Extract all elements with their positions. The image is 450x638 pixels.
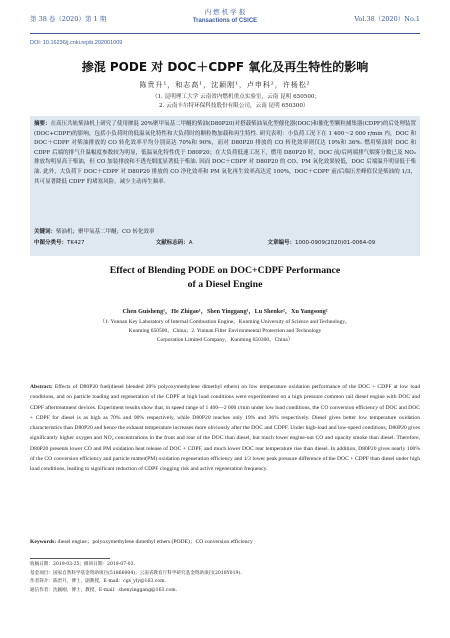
cn-authors: 陈贵升¹，和志高¹，沈颖刚¹，卢申科²，许杨松² [139,81,311,89]
cn-affiliation-2: 2. 云南丰尔特环保科技股份有限公司，云南 昆明 650300） [159,103,309,109]
en-keywords-label: Keywords: [30,539,57,545]
doi: DOI: 10.16236/j.cnki.nrjxb.202001009 [30,40,123,46]
en-keywords-text: diesel engine；polyoxymethylene dimethyl ethers (PODE)；CO conversion efficiency [57,539,253,545]
header-journal-en: Transactions of CSICE [192,18,258,24]
cn-abstract [34,120,416,187]
code-label: 文献标志码： [155,240,189,246]
footnote-corresponding: 通信作者：沈颖刚，博士，教授，E-mail：shenyinggang@163.com. [30,587,178,593]
footnotes [30,561,420,595]
header-rule [30,33,420,34]
cn-classification [34,238,416,246]
footnote-funding: 基金项目：国家自然科学基金资助项目(51866004)；云南省教育厅科学研究基金资助项目(2018Y019). [30,570,242,576]
cn-keywords [34,227,416,235]
header-journal-cn: 内 燃 机 学 报 [204,8,246,16]
header-volume-en: Vol.38（2020）No.1 [354,15,420,23]
en-affiliation-2: Kunming 650500，China；2. Yunnan Filter Environmental Protection and Technology [128,328,322,334]
footnote-rule [30,558,110,559]
en-affiliations [40,318,410,345]
en-affiliation-3: Corporation Limited Company，Kunming 650300，China） [156,337,294,343]
footnote-author: 作者简介：陈贵升，博士，副教授，E-mail：cgs_yly@163.com. [30,579,166,584]
cn-abstract-text: 在高压共轨柴油机上研究了使用掺混 20%聚甲氧基二甲醚的柴油(D80P20)对搭载柴油氧化型催化器(DOC)和催化型颗粒捕集器(CDPF)的后处理装置(DOC+CDPF)的影响，包括小负荷时的低温氧化特性和大负荷时的颗粒物加载和再生特性. 研究表明：小负荷工况下在 1 400～2 000 r/min 内，DOC 和 DOC＋CDPF 对柴油排放的 CO 转化效率平均分别高达 70%和 90%，而对 D80P20 排放的 CO 转化效率则仅达 19%和 36%. 燃用柴油时 DOC 和 CDPF 后端的排气升温幅度参数较为明显，低温氧化特性优于 D80P20；在大负荷低速工况下，燃用 D80P20 时，DOC 前/后两端排气烟雾分数已及 NO₂ 排放均明显高于柴油，但 CO 加装排放和不透光烟度显著低于柴油. 因而 DOC＋CDPF 对 D80P20 的 CO、PM 氧化效果较低，DOC 后端温升明显低于柴油. 此外，大负荷下 DOC＋CDPF 对 D80P20 排放的 CO 净化效率和 PM 氧化再生效率高达近 100%，DOC＋CDPF 前/后端压差峰值仅是柴油的 1/3，其可显著降低 CDPF 的堵塞风险，减少主动再生频率. [34,121,416,185]
cls-label: 中图分类号： [34,240,68,246]
en-affiliation-1: （1. Yunnan Key Laboratory of Internal Combustion Engine，Kunming University of Science and Technology， [99,319,351,325]
cls-value: TK427 [67,240,85,246]
en-title-line-1: Effect of Blending PODE on DOC+CDPF Performance [109,265,341,276]
en-keywords [30,537,420,545]
article-no-value: 1000-0909(2020)01-0064-09 [295,240,376,246]
en-abstract-text: Effects of D80P20 fuel(diesel blended 20% polyoxymethylene dimethyl ethers) on low temperature oxidation performance of the DOC + CDPF at low load conditions, and on particle loading and regeneration of the CDPF at high load conditions were experimented on a high pressure common rail diesel engine with DOC and CDPF aftertreatment devices. Experiment results show that, in speed range of 1 400—2 000 r/min under low load conditions, the CO conversion efficiency of DOC and DOC + CDPF for diesel is as high as 70% and 90% respectively, while D80P20 reaches only 19% and 36% respectively. Diesel gives better low temperature oxidation characteristics than D80P20 and hence the exhaust temperature increases more obviously after the DOC and CDPF. Under high-load and low-speed conditions, D80P20 gives significantly higher oxygen and NO₂ concentrations in the front and rear of the DOC than diesel, but much lower engine-out CO and opacity smoke than diesel. Therefore, D80P20 presents lower CO and PM oxidation heat release of DOC + CDPF, and much lower DOC rear temperature rise than diesel. In addition, D80P20 gives nearly 100% of the CO conversion efficiency and particle matter(PM) oxidation regeneration efficiency and 1/3 lower peak pressure difference of the DOC + CDPF than diesel under high load conditions, leading to significant reduction of CDPF clogging risk and active regeneration frequency. [30,384,420,473]
footnote-received: 收稿日期：2019-03-25；修回日期：2019-07-03. [30,562,135,567]
en-abstract-label: Abstract: [30,384,53,390]
cn-affiliation-1: （1. 昆明理工大学 云南省内燃机重点实验室，云南 昆明 650500； [152,94,321,100]
article-no-label: 文章编号： [267,240,296,246]
cn-keywords-text: 柴油机；聚甲氧基二甲醚；CO 转化效率 [56,229,155,235]
header-volume-cn: 第 38 卷（2020）第 1 期 [30,15,107,23]
cn-keywords-label: 关键词： [34,229,57,235]
en-title-line-2: of a Diesel Engine [187,279,263,290]
cn-title: 掺混 PODE 对 DOC＋CDPF 氧化及再生特性的影响 [81,60,369,74]
cn-abstract-label: 摘要： [34,121,51,127]
code-value: A [188,240,193,246]
en-authors: Chen Guisheng¹，He Zhigao¹，Shen Yinggang¹，Lu Shenke²，Xu Yangsong² [122,308,328,315]
en-abstract [30,382,420,475]
en-title [30,264,420,292]
cn-affiliations [152,93,320,111]
